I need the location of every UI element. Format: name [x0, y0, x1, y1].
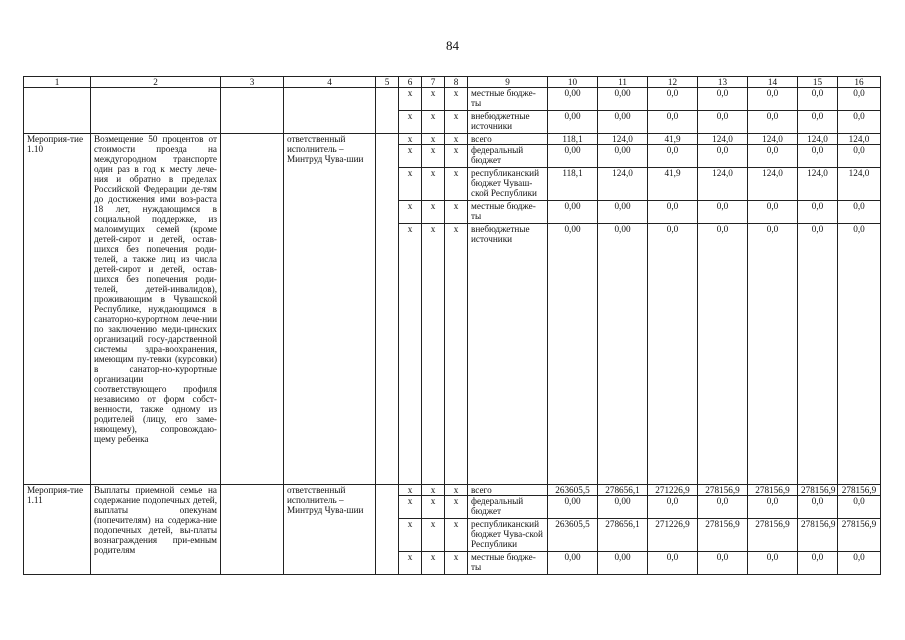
value-cell: 0,0	[798, 224, 838, 485]
mark-cell: x	[445, 168, 468, 201]
value-cell: 0,0	[798, 111, 838, 134]
mark-cell: x	[399, 496, 422, 519]
executor: ответственный исполнитель – Минтруд Чува-шии	[284, 485, 376, 575]
value-cell: 0,0	[648, 496, 698, 519]
mark-cell: x	[399, 145, 422, 168]
value-cell: 278156,9	[838, 485, 881, 496]
value-cell: 0,0	[698, 145, 748, 168]
value-cell: 0,0	[648, 201, 698, 224]
value-cell: 263605,5	[548, 519, 598, 552]
value-cell: 0,00	[548, 111, 598, 134]
mark-cell: x	[422, 224, 445, 485]
empty-cell	[221, 134, 284, 485]
value-cell: 0,00	[598, 201, 648, 224]
mark-cell: x	[399, 111, 422, 134]
column-number-5: 5	[376, 77, 399, 88]
mark-cell: x	[445, 552, 468, 575]
mark-cell: x	[399, 88, 422, 111]
value-cell: 0,0	[698, 88, 748, 111]
funding-source: федеральный бюджет	[468, 496, 548, 519]
value-cell: 278156,9	[798, 519, 838, 552]
value-cell: 124,0	[748, 168, 798, 201]
value-cell: 0,00	[548, 201, 598, 224]
value-cell: 0,0	[648, 111, 698, 134]
value-cell: 0,00	[598, 111, 648, 134]
column-number-14: 14	[748, 77, 798, 88]
column-number-13: 13	[698, 77, 748, 88]
value-cell: 263605,5	[548, 485, 598, 496]
empty-cell	[284, 88, 376, 134]
table-row	[24, 88, 881, 111]
measure-name: Мероприя-тие 1.11	[24, 485, 91, 575]
mark-cell: x	[422, 168, 445, 201]
mark-cell: x	[399, 224, 422, 485]
empty-cell	[376, 485, 399, 575]
value-cell: 278656,1	[598, 485, 648, 496]
value-cell: 0,0	[838, 88, 881, 111]
value-cell: 124,0	[698, 168, 748, 201]
funding-source: всего	[468, 134, 548, 145]
value-cell: 0,0	[798, 88, 838, 111]
mark-cell: x	[399, 168, 422, 201]
empty-cell	[221, 88, 284, 134]
mark-cell: x	[399, 201, 422, 224]
value-cell: 0,0	[748, 88, 798, 111]
mark-cell: x	[445, 88, 468, 111]
value-cell: 0,0	[748, 552, 798, 575]
value-cell: 278156,9	[798, 485, 838, 496]
value-cell: 278156,9	[698, 519, 748, 552]
mark-cell: x	[422, 496, 445, 519]
value-cell: 118,1	[548, 168, 598, 201]
mark-cell: x	[399, 485, 422, 496]
mark-cell: x	[445, 224, 468, 485]
value-cell: 0,00	[598, 496, 648, 519]
value-cell: 0,00	[548, 88, 598, 111]
empty-cell	[376, 134, 399, 485]
empty-cell	[91, 88, 221, 134]
value-cell: 0,00	[598, 224, 648, 485]
value-cell: 0,0	[838, 145, 881, 168]
executor: ответственный исполнитель – Минтруд Чува-шии	[284, 134, 376, 485]
value-cell: 0,0	[648, 224, 698, 485]
mark-cell: x	[422, 145, 445, 168]
value-cell: 0,0	[748, 111, 798, 134]
value-cell: 124,0	[598, 134, 648, 145]
value-cell: 0,0	[648, 145, 698, 168]
column-number-12: 12	[648, 77, 698, 88]
value-cell: 0,0	[748, 201, 798, 224]
value-cell: 0,0	[798, 552, 838, 575]
funding-source: внебюджетные источники	[468, 111, 548, 134]
value-cell: 0,00	[548, 145, 598, 168]
column-number-10: 10	[548, 77, 598, 88]
funding-source: местные бюдже-ты	[468, 88, 548, 111]
mark-cell: x	[445, 519, 468, 552]
value-cell: 278156,9	[748, 485, 798, 496]
value-cell: 124,0	[838, 168, 881, 201]
value-cell: 0,0	[648, 552, 698, 575]
column-number-9: 9	[468, 77, 548, 88]
value-cell: 271226,9	[648, 485, 698, 496]
table-row	[24, 485, 881, 496]
value-cell: 278156,9	[838, 519, 881, 552]
mark-cell: x	[422, 485, 445, 496]
program-table	[23, 76, 881, 575]
measure-description: Возмещение 50 процентов от стоимости проезда на междугородном транспорте один раз в год к месту лече-ния и обратно в пределах Российской Федерации де-тям до достижения ими воз-раста 18 лет, нуждающимся в социальной поддержке, из малоимущих семей (кроме детей-сирот и детей, остав-шихся без попечения роди-телей, а также лиц из числа детей-сирот и детей, остав-шихся без попечения роди-телей, детей-инвалидов), проживающим в Чувашской Республике, нуждающимся в санаторно-курортном лече-нии по заключению меди-цинских организаций госу-дарственной системы здра-воохранения, имеющим пу-тевки (курсовки) в санатор-но-курортные организации соответствующего профиля независимо от форм собст-венности, также одному из родителей (лицу, его заме-няющему), сопровождаю-щему ребенка	[91, 134, 221, 485]
value-cell: 124,0	[748, 134, 798, 145]
funding-source: местные бюдже-ты	[468, 552, 548, 575]
mark-cell: x	[445, 496, 468, 519]
empty-cell	[376, 88, 399, 134]
mark-cell: x	[422, 552, 445, 575]
value-cell: 0,0	[838, 552, 881, 575]
funding-source: республиканский бюджет Чува-ской Республики	[468, 519, 548, 552]
column-number-16: 16	[838, 77, 881, 88]
mark-cell: x	[422, 519, 445, 552]
funding-source: федеральный бюджет	[468, 145, 548, 168]
value-cell: 0,0	[798, 496, 838, 519]
mark-cell: x	[445, 201, 468, 224]
mark-cell: x	[445, 145, 468, 168]
mark-cell: x	[445, 134, 468, 145]
column-number-2: 2	[91, 77, 221, 88]
mark-cell: x	[399, 519, 422, 552]
value-cell: 124,0	[598, 168, 648, 201]
value-cell: 0,0	[748, 224, 798, 485]
value-cell: 0,0	[648, 88, 698, 111]
funding-source: местные бюдже-ты	[468, 201, 548, 224]
mark-cell: x	[445, 485, 468, 496]
column-number-3: 3	[221, 77, 284, 88]
value-cell: 0,0	[748, 496, 798, 519]
table-row	[24, 134, 881, 145]
value-cell: 0,0	[838, 111, 881, 134]
mark-cell: x	[422, 111, 445, 134]
measure-description: Выплаты приемной семье на содержание подопечных детей, выплаты опекунам (попечителям) на содержа-ние подопечных детей, вы-платы вознаграждения при-емным родителям	[91, 485, 221, 575]
value-cell: 0,00	[548, 496, 598, 519]
value-cell: 0,00	[598, 552, 648, 575]
value-cell: 0,0	[698, 201, 748, 224]
measure-name: Мероприя-тие 1.10	[24, 134, 91, 485]
empty-cell	[24, 88, 91, 134]
value-cell: 124,0	[798, 168, 838, 201]
value-cell: 118,1	[548, 134, 598, 145]
value-cell: 41,9	[648, 168, 698, 201]
mark-cell: x	[445, 111, 468, 134]
value-cell: 278156,9	[748, 519, 798, 552]
value-cell: 271226,9	[648, 519, 698, 552]
value-cell: 0,00	[548, 224, 598, 485]
value-cell: 0,0	[798, 145, 838, 168]
mark-cell: x	[399, 552, 422, 575]
column-number-6: 6	[399, 77, 422, 88]
mark-cell: x	[399, 134, 422, 145]
column-number-row	[24, 77, 881, 88]
value-cell: 278656,1	[598, 519, 648, 552]
column-number-8: 8	[445, 77, 468, 88]
mark-cell: x	[422, 201, 445, 224]
funding-source: республиканский бюджет Чуваш-ской Республики	[468, 168, 548, 201]
value-cell: 0,00	[548, 552, 598, 575]
value-cell: 0,0	[698, 552, 748, 575]
value-cell: 0,0	[838, 496, 881, 519]
value-cell: 124,0	[698, 134, 748, 145]
column-number-4: 4	[284, 77, 376, 88]
value-cell: 0,0	[838, 224, 881, 485]
value-cell: 0,0	[748, 145, 798, 168]
column-number-15: 15	[798, 77, 838, 88]
column-number-11: 11	[598, 77, 648, 88]
empty-cell	[221, 485, 284, 575]
value-cell: 0,00	[598, 145, 648, 168]
column-number-1: 1	[24, 77, 91, 88]
funding-source: всего	[468, 485, 548, 496]
value-cell: 41,9	[648, 134, 698, 145]
column-number-7: 7	[422, 77, 445, 88]
value-cell: 0,0	[698, 496, 748, 519]
funding-source: внебюджетные источники	[468, 224, 548, 485]
page-number: 84	[446, 38, 459, 53]
value-cell: 124,0	[798, 134, 838, 145]
value-cell: 0,0	[798, 201, 838, 224]
value-cell: 0,0	[698, 111, 748, 134]
mark-cell: x	[422, 134, 445, 145]
value-cell: 278156,9	[698, 485, 748, 496]
value-cell: 124,0	[838, 134, 881, 145]
value-cell: 0,0	[698, 224, 748, 485]
value-cell: 0,00	[598, 88, 648, 111]
value-cell: 0,0	[838, 201, 881, 224]
mark-cell: x	[422, 88, 445, 111]
